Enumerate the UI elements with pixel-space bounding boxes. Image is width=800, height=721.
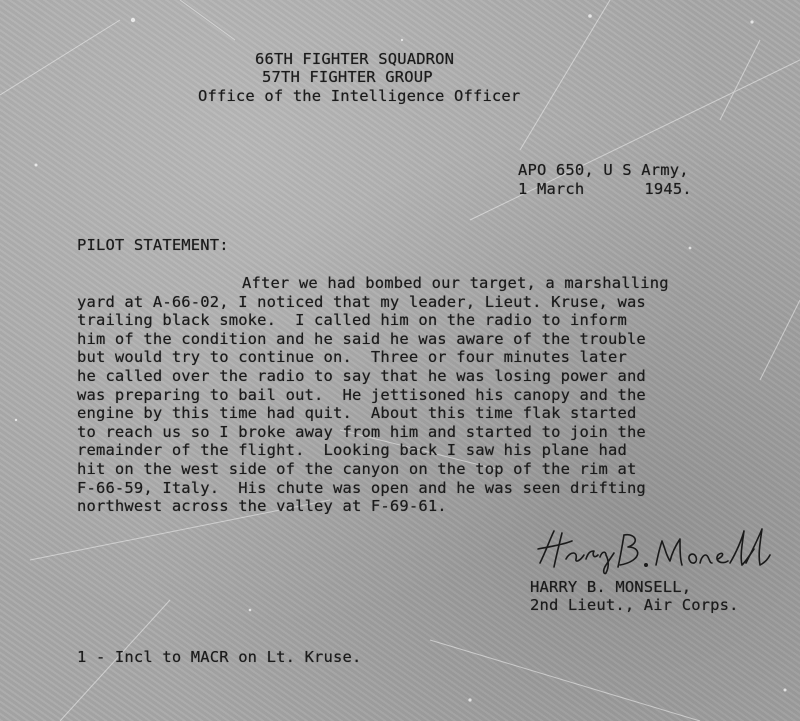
body-line: to reach us so I broke away from him and started to join the [77,422,646,441]
body-line: F-66-59, Italy. His chute was open and he was seen drifting [77,478,646,497]
signer-rank: 2nd Lieut., Air Corps. [530,596,739,614]
squadron-heading: 66TH FIGHTER SQUADRON [255,50,455,68]
body-line: trailing black smoke. I called him on the radio to inform [77,311,627,330]
enclosure-note: 1 - Incl to MACR on Lt. Kruse. [77,648,362,666]
body-line: he called over the radio to say that he was losing power and [77,366,646,385]
handwritten-signature [532,525,772,577]
apo-address: APO 650, U S Army, [518,161,689,179]
body-line: hit on the west side of the canyon on the top of the rim at [77,459,637,478]
date-year: 1945. [644,180,692,198]
body-line: but would try to continue on. Three or four minutes later [77,348,627,367]
body-line: was preparing to bail out. He jettisoned his canopy and the [77,385,646,404]
statement-title: PILOT STATEMENT: [77,236,229,254]
date-day: 1 March [518,180,585,198]
body-line: After we had bombed our target, a marshalling [242,274,669,292]
office-heading: Office of the Intelligence Officer [198,87,521,105]
document-date [518,180,692,198]
body-line: northwest across the valley at F-69-61. [77,497,447,516]
body-line: yard at A-66-02, I noticed that my leader, Lieut. Kruse, was [77,292,646,311]
group-heading: 57TH FIGHTER GROUP [262,68,433,86]
body-line: engine by this time had quit. About this time flak started [77,404,637,423]
statement-body [77,274,777,516]
body-line: him of the condition and he said he was aware of the trouble [77,329,646,348]
body-line: remainder of the flight. Looking back I saw his plane had [77,441,627,460]
signer-name: HARRY B. MONSELL, [530,578,692,596]
